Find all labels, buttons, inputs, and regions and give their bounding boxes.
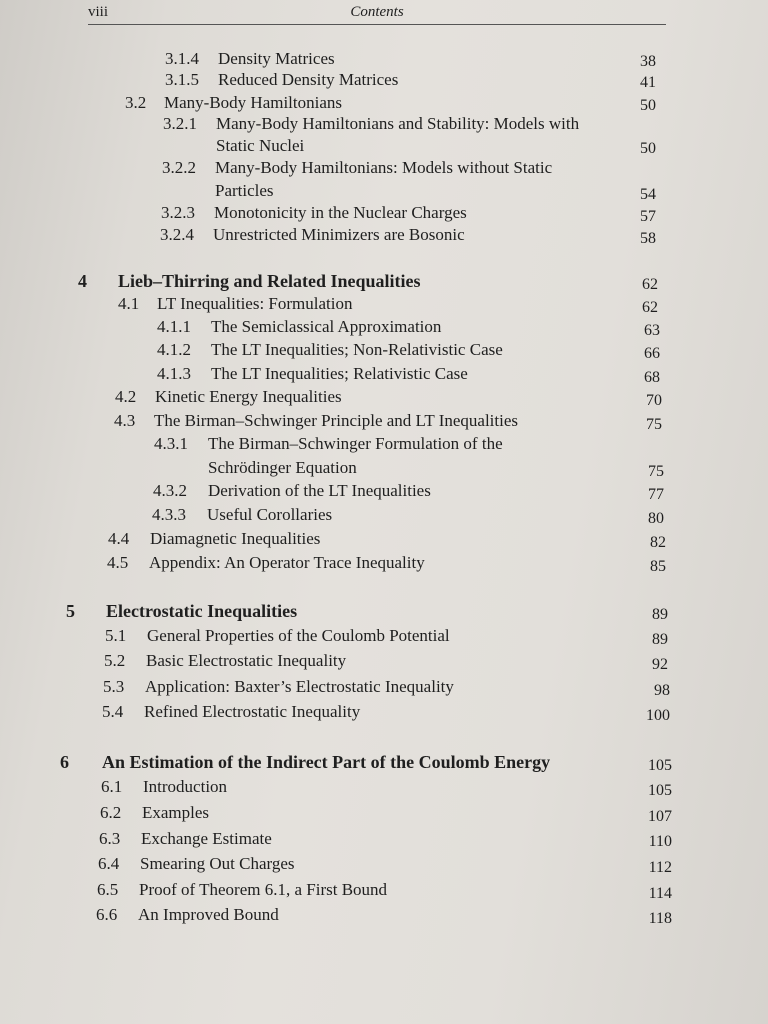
toc-entry-title: Appendix: An Operator Trace Inequality [149,553,425,572]
toc-chapter-num: 4 [78,271,87,291]
toc-entry-title-cont: Particles [215,181,274,200]
toc-entry-page: 85 [650,558,666,575]
toc-entry-page: 62 [642,276,658,293]
toc-entry-page: 92 [652,656,668,673]
toc-entry-num: 3.2.1 [163,114,197,133]
running-header [88,2,666,25]
toc-entry-num: 4.1 [118,294,140,313]
toc-entry-page: 112 [648,859,672,876]
toc-entry-title: Many-Body Hamiltonians [164,93,343,112]
toc-entry-page: 114 [648,885,672,902]
toc-entry-title: Useful Corollaries [207,505,333,524]
toc-entry-title: The Semiclassical Approximation [211,317,442,336]
toc-entry-title: Diamagnetic Inequalities [150,529,321,548]
toc-entry-page: 82 [650,534,666,551]
toc-entry-title: Refined Electrostatic Inequality [144,702,361,721]
toc-entry-title-cont: Static Nuclei [216,136,305,155]
toc-entry-num: 3.2.3 [161,203,195,222]
toc-entry-page: 110 [648,833,672,850]
toc-entry-num: 4.3 [114,411,136,430]
toc-entry-num: 6.3 [99,829,121,848]
toc-entry-num: 6.5 [97,880,119,899]
toc-entry-page: 63 [644,322,660,339]
toc-entry-title: Basic Electrostatic Inequality [146,651,347,670]
toc-entry-num: 3.2.2 [162,158,196,177]
toc-chapter-title: An Estimation of the Indirect Part of the Coulomb Energy [102,752,551,772]
toc-entry-page: 54 [640,186,656,203]
toc-entry-num: 4.1.1 [157,317,191,336]
toc-entry-page: 57 [640,208,656,225]
toc-entry-num: 4.3.3 [152,505,186,524]
toc-entry-title: Unrestricted Minimizers are Bosonic [213,225,465,244]
toc-entry-title: The LT Inequalities; Relativistic Case [211,364,468,383]
toc-entry-page: 77 [648,486,664,503]
toc-entry-page: 50 [640,140,656,157]
toc-entry-num: 3.1.4 [165,49,199,68]
toc-entry-num: 3.1.5 [165,70,199,89]
toc-entry-page: 105 [648,757,672,774]
toc-entry-title: Examples [142,803,210,822]
toc-entry-page: 107 [648,808,672,825]
toc-entry-num: 3.2.4 [160,225,194,244]
header-page-number: viii [88,4,109,20]
toc-entry-num: 5.4 [102,702,124,721]
toc-entry-num: 4.2 [115,387,137,406]
toc-entry-page: 50 [640,97,656,114]
toc-entry-num: 6.4 [98,854,120,873]
toc-entry-num: 4.3.2 [153,481,187,500]
toc-entry-title: Proof of Theorem 6.1, a First Bound [139,880,388,899]
toc-entry-page: 75 [648,463,664,480]
toc-entry-title: Many-Body Hamiltonians and Stability: Models with [216,114,580,133]
toc-entry-title: An Improved Bound [138,905,279,924]
toc-entry-page: 58 [640,230,656,247]
toc-entry-page: 89 [652,606,668,623]
toc-entry-page: 89 [652,631,668,648]
toc-entry-page: 100 [646,707,670,724]
toc-entry-title: Application: Baxter’s Electrostatic Inequality [145,677,454,696]
toc-chapter-title: Electrostatic Inequalities [106,601,298,621]
toc-entry-num: 5.1 [105,626,127,645]
toc-entry-title: The Birman–Schwinger Principle and LT Inequalities [154,411,519,430]
toc-entry-title: The LT Inequalities; Non-Relativistic Case [211,340,503,359]
toc-entry-title: LT Inequalities: Formulation [157,294,353,313]
toc-entry-num: 4.5 [107,553,129,572]
toc-entry-page: 66 [644,345,660,362]
toc-entry-num: 6.6 [96,905,118,924]
toc-chapter-num: 5 [66,601,75,621]
toc-entry-title: Derivation of the LT Inequalities [208,481,431,500]
toc-entry-page: 68 [644,369,660,386]
header-title: Contents [350,4,404,20]
toc-entry-title: The Birman–Schwinger Formulation of the [208,434,503,453]
toc-entry-title-cont: Schrödinger Equation [208,458,357,477]
toc-entry-title: Exchange Estimate [141,829,272,848]
toc-entry-title: Reduced Density Matrices [218,70,399,89]
toc-entry-page: 118 [648,910,672,927]
toc-entry-num: 5.2 [104,651,126,670]
toc-entry-page: 62 [642,299,658,316]
toc-entry-num: 6.2 [100,803,122,822]
toc-entry-title: Many-Body Hamiltonians: Models without Static [215,158,553,177]
toc-entry-num: 4.4 [108,529,130,548]
toc-entry-page: 98 [654,682,670,699]
toc-entry-num: 4.3.1 [154,434,188,453]
toc-entry-title: Density Matrices [218,49,335,68]
toc-entry-page: 80 [648,510,664,527]
toc-entry-num: 4.1.2 [157,340,191,359]
toc-entry-title: Monotonicity in the Nuclear Charges [214,203,467,222]
toc-entry-title: Smearing Out Charges [140,854,295,873]
toc-entry-page: 105 [648,782,672,799]
toc-entry-page: 38 [640,53,656,70]
toc-chapter-title: Lieb–Thirring and Related Inequalities [118,271,421,291]
toc-entry-num: 3.2 [125,93,147,112]
toc-entry-num: 5.3 [103,677,125,696]
toc-chapter-num: 6 [60,752,69,772]
toc-entry-page: 41 [640,74,656,91]
toc-entry-title: Introduction [143,777,228,796]
toc-entry-num: 6.1 [101,777,123,796]
toc-entry-num: 4.1.3 [157,364,191,383]
toc-entry-page: 75 [646,416,662,433]
toc-entry-title: Kinetic Energy Inequalities [155,387,342,406]
toc-entry-page: 70 [646,392,662,409]
toc-entry-title: General Properties of the Coulomb Potential [147,626,450,645]
